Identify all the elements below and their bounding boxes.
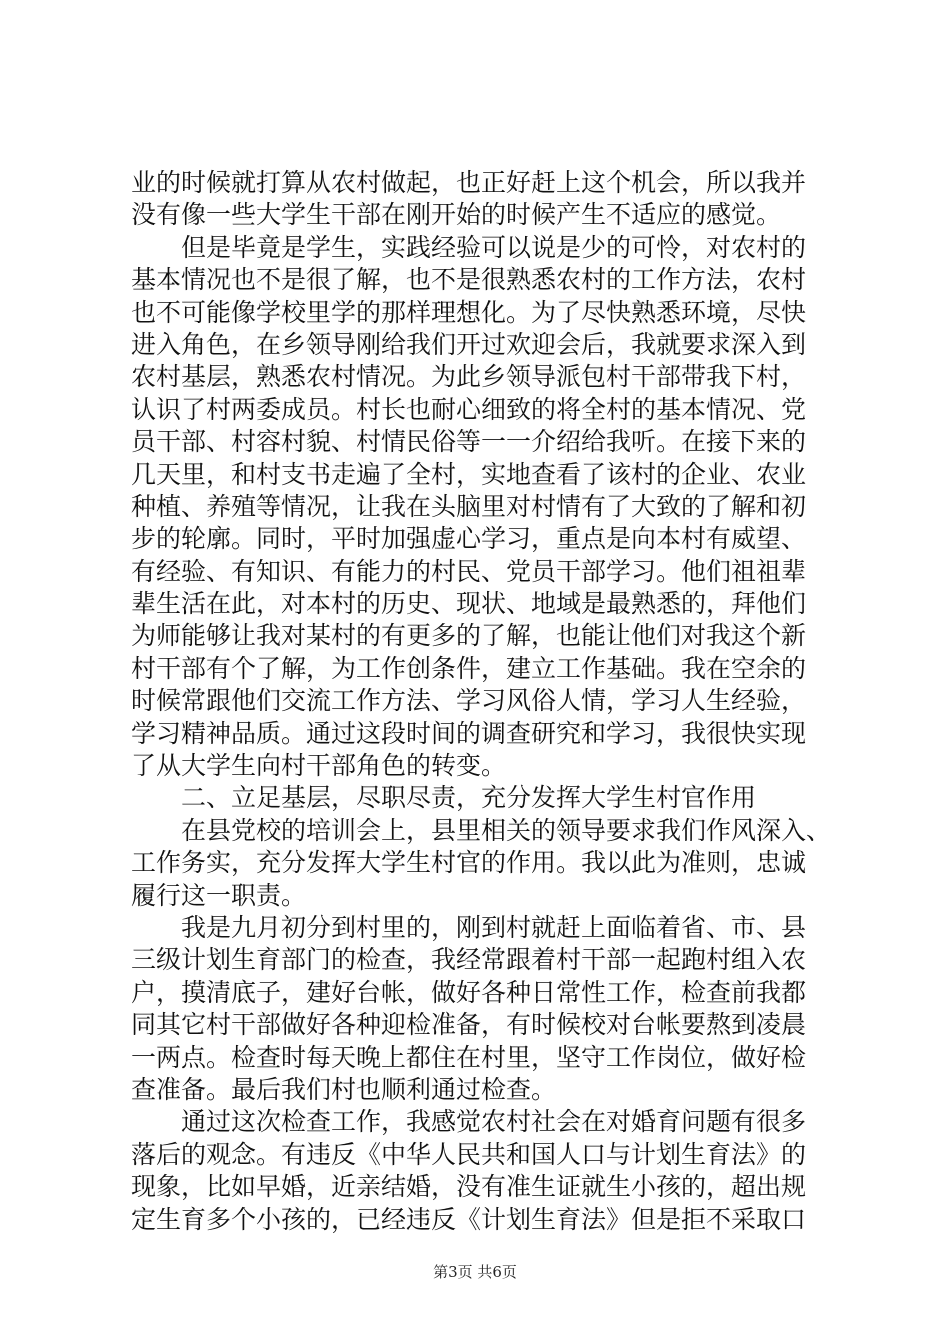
text-line: 也不可能像学校里学的那样理想化。为了尽快熟悉环境，尽快 xyxy=(131,297,807,327)
paragraph-start-line: 我是九月初分到村里的，刚到村就赶上面临着省、市、县 xyxy=(181,912,807,942)
text-line: 现象，比如早婚，近亲结婚，没有准生证就生小孩的，超出规 xyxy=(131,1172,807,1202)
text-line: 了从大学生向村干部角色的转变。 xyxy=(131,751,507,781)
text-line: 有经验、有知识、有能力的村民、党员干部学习。他们祖祖辈 xyxy=(131,556,807,586)
text-line: 工作务实，充分发挥大学生村官的作用。我以此为准则，忠诚 xyxy=(131,848,807,878)
text-line: 基本情况也不是很了解，也不是很熟悉农村的工作方法，农村 xyxy=(131,265,807,295)
text-line: 认识了村两委成员。村长也耐心细致的将全村的基本情况、党 xyxy=(131,394,807,424)
text-line: 三级计划生育部门的检查，我经常跟着村干部一起跑村组入农 xyxy=(131,945,807,975)
section-heading: 二、立足基层，尽职尽责，充分发挥大学生村官作用 xyxy=(181,783,757,813)
text-line: 农村基层，熟悉农村情况。为此乡领导派包村干部带我下村， xyxy=(131,362,807,392)
text-line: 落后的观念。有违反《中华人民共和国人口与计划生育法》的 xyxy=(131,1139,807,1169)
text-line: 业的时候就打算从农村做起，也正好赶上这个机会，所以我并 xyxy=(131,168,807,197)
text-line: 辈生活在此，对本村的历史、现状、地域是最熟悉的，拜他们 xyxy=(131,589,807,619)
paragraph-start-line: 在县党校的培训会上，县里相关的领导要求我们作风深入、 xyxy=(181,815,832,845)
text-line: 村干部有个了解，为工作创条件，建立工作基础。我在空余的 xyxy=(131,653,807,683)
text-line: 时候常跟他们交流工作方法、学习风俗人情，学习人生经验， xyxy=(131,686,807,716)
text-line: 进入角色，在乡领导刚给我们开过欢迎会后，我就要求深入到 xyxy=(131,329,807,359)
text-line: 同其它村干部做好各种迎检准备，有时候校对台帐要熬到凌晨 xyxy=(131,1010,807,1040)
text-line: 种植、养殖等情况，让我在头脑里对村情有了大致的了解和初 xyxy=(131,491,807,521)
paragraph-start-line: 但是毕竟是学生，实践经验可以说是少的可怜，对农村的 xyxy=(181,232,807,262)
text-line: 定生育多个小孩的，已经违反《计划生育法》但是拒不采取口 xyxy=(131,1204,807,1234)
text-line: 一两点。检查时每天晚上都住在村里，坚守工作岗位，做好检 xyxy=(131,1042,807,1072)
text-line: 没有像一些大学生干部在刚开始的时候产生不适应的感觉。 xyxy=(131,200,782,230)
text-line: 步的轮廓。同时，平时加强虚心学习，重点是向本村有威望、 xyxy=(131,524,807,554)
page-number-footer: 第3页 共6页 xyxy=(433,1263,517,1281)
text-line: 为师能够让我对某村的有更多的了解，也能让他们对我这个新 xyxy=(131,621,807,651)
text-line: 户，摸清底子，建好台帐，做好各种日常性工作，检查前我都 xyxy=(131,977,807,1007)
text-line: 学习精神品质。通过这段时间的调查研究和学习，我很快实现 xyxy=(131,718,807,748)
paragraph-start-line: 通过这次检查工作，我感觉农村社会在对婚育问题有很多 xyxy=(181,1107,807,1137)
document-body xyxy=(131,167,831,1236)
text-line: 查准备。最后我们村也顺利通过检查。 xyxy=(131,1074,557,1104)
text-line: 几天里，和村支书走遍了全村，实地查看了该村的企业、农业 xyxy=(131,459,807,489)
text-line: 履行这一职责。 xyxy=(131,880,307,910)
text-line: 员干部、村容村貌、村情民俗等一一介绍给我听。在接下来的 xyxy=(131,427,807,457)
